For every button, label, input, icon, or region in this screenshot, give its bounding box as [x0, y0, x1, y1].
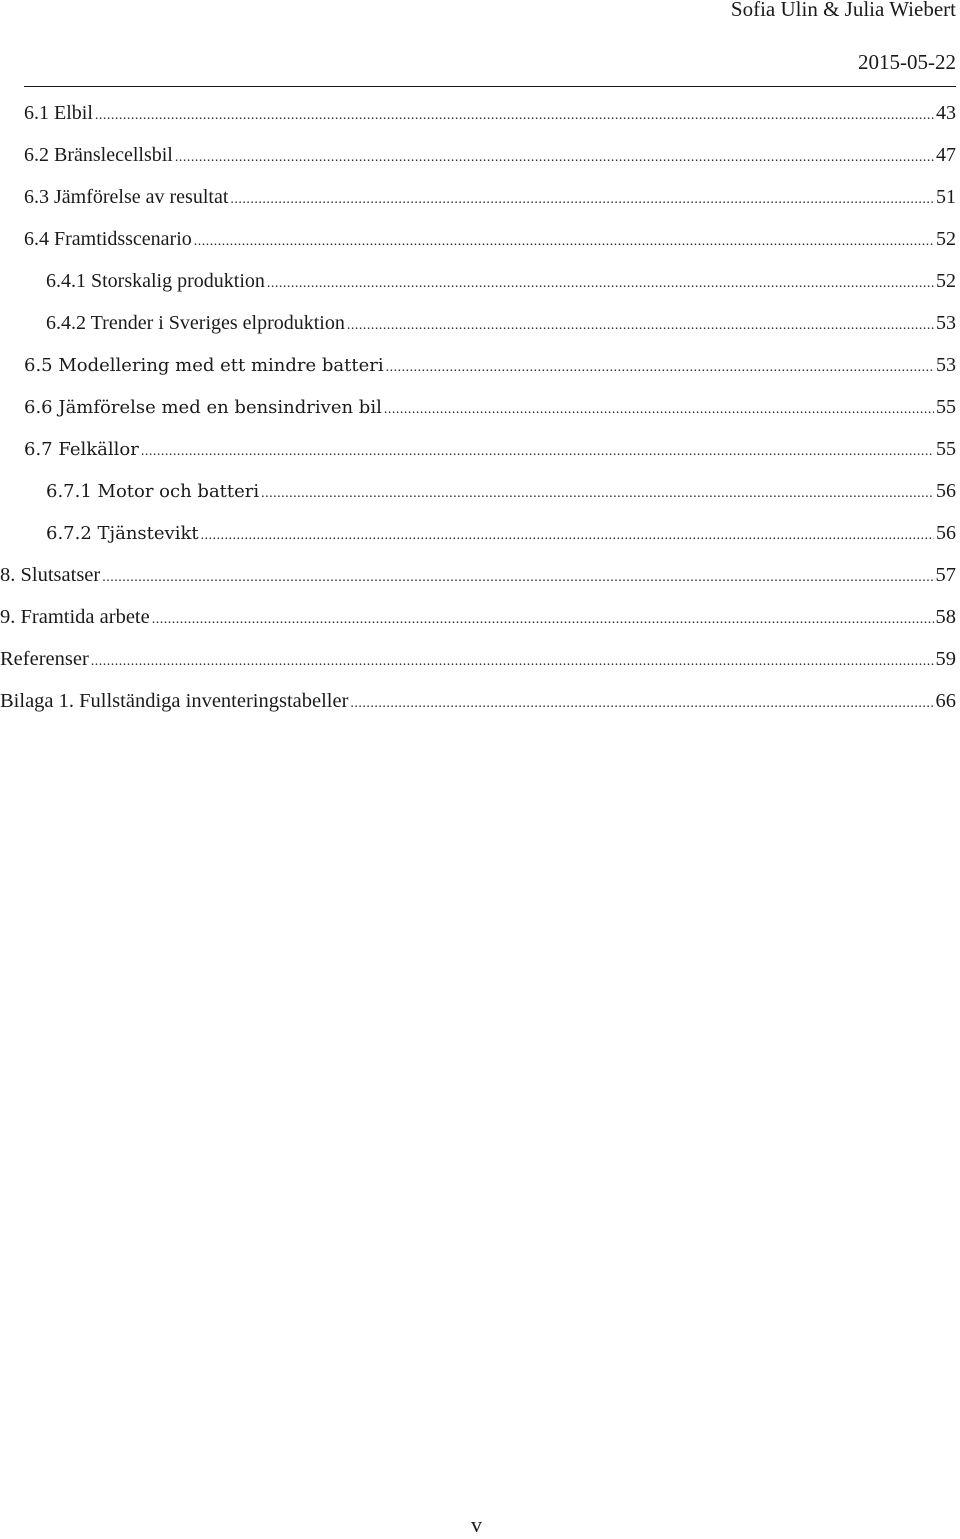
toc-entry-title: 6.2 Bränslecellsbil [24, 144, 173, 166]
header-author: Sofia Ulin & Julia Wiebert [730, 0, 956, 21]
toc-entry-page: 58 [935, 606, 956, 628]
toc-entry-page: 53 [936, 354, 956, 376]
toc-entry[interactable] [0, 517, 956, 559]
toc-leader [261, 478, 934, 510]
toc-entry[interactable] [0, 307, 956, 349]
toc-entry-title: 9. Framtida arbete [0, 606, 150, 628]
toc-entry[interactable] [0, 643, 956, 685]
toc-entry-title: Bilaga 1. Fullständiga inventeringstabeller [0, 690, 349, 712]
toc-entry[interactable] [0, 223, 956, 265]
toc-entry-title: 6.7 Felkällor [24, 439, 139, 460]
toc-entry-page: 52 [936, 270, 956, 292]
toc-leader [347, 310, 934, 342]
header-date: 2015-05-22 [858, 50, 956, 74]
toc-entry-title: Referenser [0, 648, 89, 670]
toc-entry-page: 52 [936, 228, 956, 250]
toc-entry-title: 6.7.1 Motor och batteri [46, 481, 260, 502]
toc-leader [152, 604, 934, 636]
toc-leader [102, 562, 933, 594]
toc-entry[interactable] [0, 685, 956, 727]
toc-entry[interactable] [0, 601, 956, 643]
toc-entry-title: 6.7.2 Tjänstevikt [46, 523, 199, 544]
page-number: v [471, 1512, 482, 1537]
toc-entry-title: 6.4.1 Storskalig produktion [46, 270, 265, 292]
toc-entry-title: 6.4 Framtidsscenario [24, 228, 192, 250]
toc-entry-page: 59 [935, 648, 956, 670]
toc-entry[interactable] [0, 139, 956, 181]
toc-entry[interactable] [0, 265, 956, 307]
toc-entry[interactable] [0, 181, 956, 223]
toc-entry-title: 6.5 Modellering med ett mindre batteri [24, 355, 384, 376]
table-of-contents [0, 97, 956, 727]
toc-leader [386, 352, 934, 384]
toc-leader [384, 394, 934, 426]
toc-entry[interactable] [0, 349, 956, 391]
toc-entry[interactable] [0, 559, 956, 601]
toc-entry-page: 55 [936, 438, 956, 460]
toc-leader [194, 226, 934, 258]
toc-leader [350, 688, 933, 720]
toc-entry[interactable] [0, 97, 956, 139]
toc-entry-page: 51 [936, 186, 956, 208]
toc-entry[interactable] [0, 475, 956, 517]
toc-entry-page: 53 [936, 312, 956, 334]
toc-leader [175, 142, 934, 174]
toc-entry-page: 43 [936, 102, 956, 124]
toc-entry-page: 47 [936, 144, 956, 166]
toc-entry-title: 6.4.2 Trender i Sveriges elproduktion [46, 312, 345, 334]
toc-leader [95, 100, 934, 132]
toc-entry-page: 57 [935, 564, 956, 586]
header-rule [24, 86, 956, 87]
toc-leader [141, 436, 934, 468]
toc-entry-page: 56 [936, 480, 956, 502]
toc-leader [91, 646, 934, 678]
toc-entry-title: 6.1 Elbil [24, 102, 93, 124]
toc-entry-page: 66 [935, 690, 956, 712]
toc-entry-title: 6.3 Jämförelse av resultat [24, 186, 229, 208]
toc-entry-page: 55 [936, 396, 956, 418]
toc-entry-page: 56 [936, 522, 956, 544]
toc-entry-title: 8. Slutsatser [0, 564, 101, 586]
toc-entry[interactable] [0, 391, 956, 433]
toc-leader [201, 520, 934, 552]
toc-leader [267, 268, 934, 300]
toc-leader [230, 184, 934, 216]
toc-entry[interactable] [0, 433, 956, 475]
toc-entry-title: 6.6 Jämförelse med en bensindriven bil [24, 397, 382, 418]
